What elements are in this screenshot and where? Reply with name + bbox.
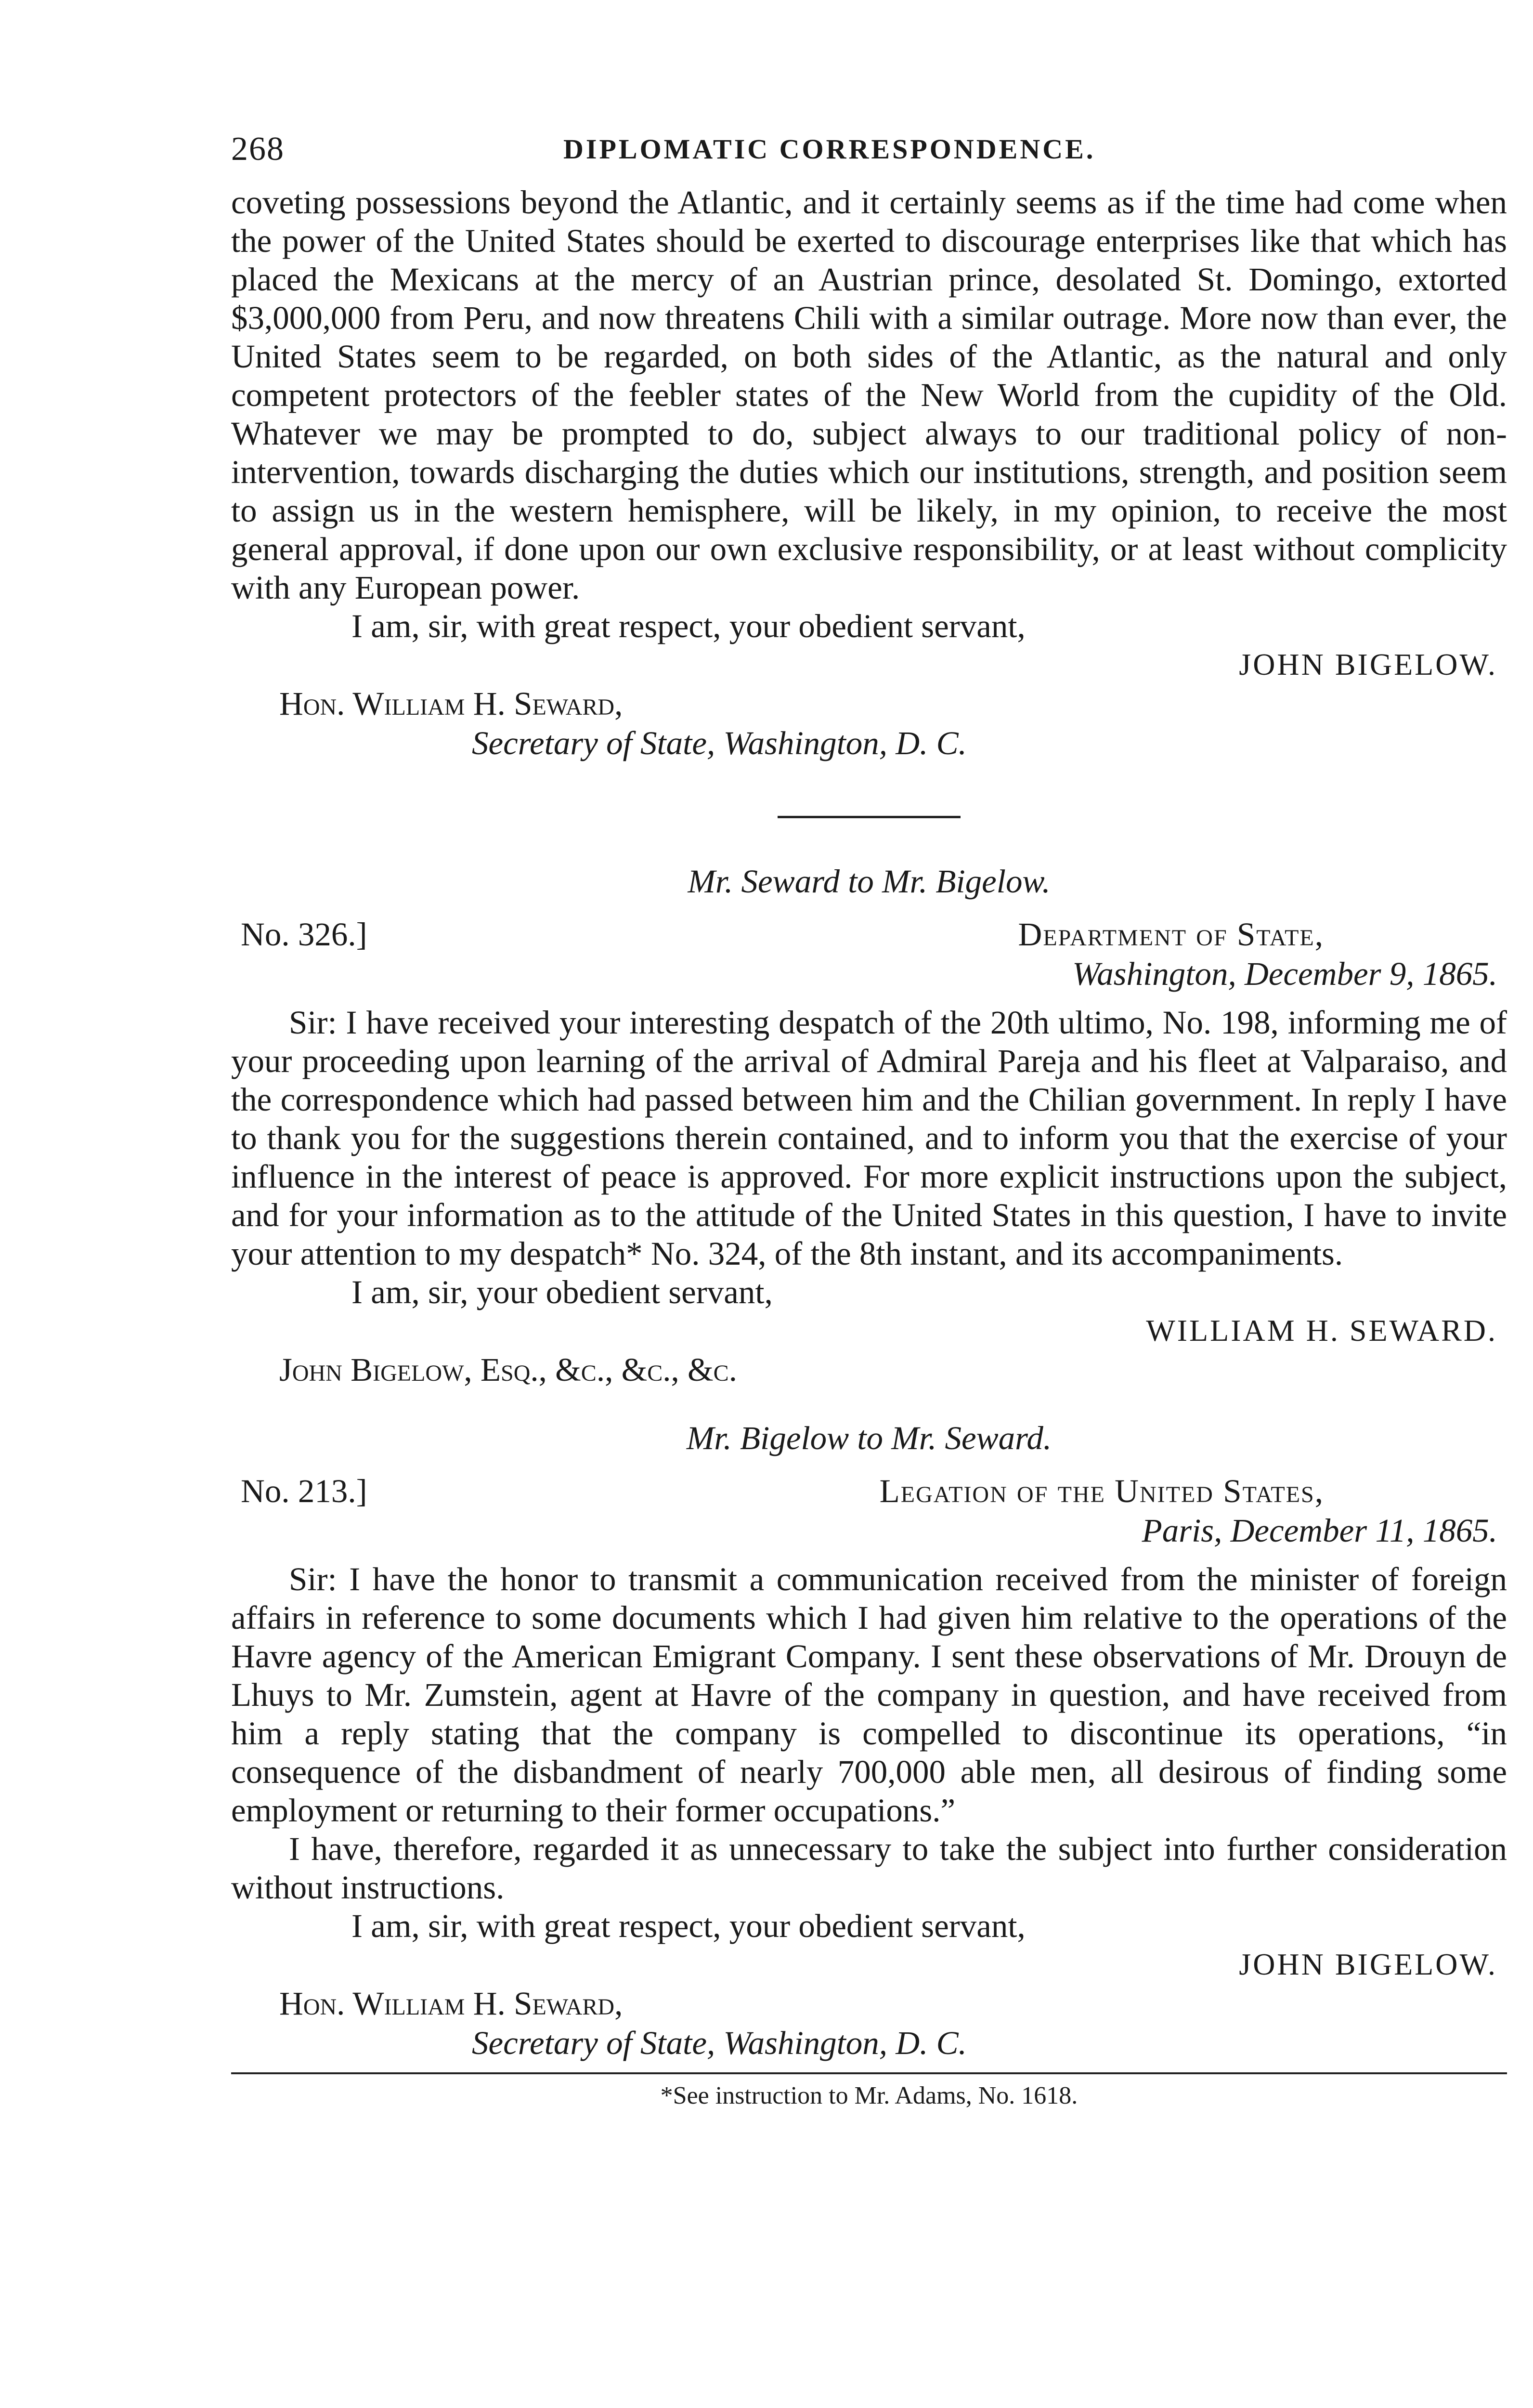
letter-bigelow-to-seward bbox=[231, 1418, 1507, 2063]
letter1-body: coveting possessions beyond the Atlantic, and it certainly seems as if the time had come when the power of the United States should be exerted to discourage enterprises like that which has placed the Mexicans at the mercy of an Austrian prince, desolated St. Domingo, extorted $3,000,000 from Peru, and now threatens Chili with a similar outrage. More now than ever, the United States seem to be regarded, on both sides of the Atlantic, as the natural and only competent protectors of the feebler states of the New World from the cupidity of the Old. Whatever we may be prompted to do, subject always to our traditional policy of non-intervention, towards discharging the duties which our institutions, strength, and position seem to assign us in the western hemisphere, will be likely, in my opinion, to receive the most general approval, if done upon our own exclusive responsibility, or at least without complicity with any European power. bbox=[231, 184, 1507, 606]
letter-seward-to-bigelow bbox=[231, 862, 1507, 1389]
letter2-heading bbox=[231, 916, 1507, 954]
document-page bbox=[231, 130, 1507, 2113]
section-gap bbox=[231, 1389, 1507, 1418]
letter1-signature: JOHN BIGELOW. bbox=[1239, 647, 1497, 681]
section-divider bbox=[778, 816, 961, 818]
letter3-number: No. 213.] bbox=[241, 1473, 367, 1509]
letter3-signature: JOHN BIGELOW. bbox=[1239, 1947, 1497, 1981]
letter3-addressee: Hon. William H. Seward, bbox=[279, 1985, 623, 2022]
letter2-body: Sir: I have received your interesting despatch of the 20th ultimo, No. 198, informing me of your proceeding upon learning of the arrival of Admiral Pareja and his fleet at Valparaiso, and the correspondence which had passed between him and the Chilian government. In reply I have to thank you for the suggestions therein contained, and to inform you that the exercise of your influence in the interest of peace is approved. For more explicit instructions upon the subject, and for your information as to the attitude of the United States in this question, I have to invite your attention to my despatch* No. 324, of the 8th instant, and its accompaniments. bbox=[231, 1004, 1507, 1272]
letter3-heading bbox=[231, 1472, 1507, 1511]
letter-bigelow-continued bbox=[231, 183, 1507, 763]
letter1-addressee: Hon. William H. Seward, bbox=[279, 685, 623, 722]
page-number: 268 bbox=[231, 131, 285, 168]
running-head: DIPLOMATIC CORRESPONDENCE. bbox=[563, 133, 1096, 165]
letter3-place-date: Paris, December 11, 1865. bbox=[1142, 1512, 1497, 1549]
letter3-closing: I am, sir, with great respect, your obedient servant, bbox=[351, 1908, 1026, 1944]
letter2-place-date: Washington, December 9, 1865. bbox=[1072, 955, 1497, 992]
letter1-closing: I am, sir, with great respect, your obedient servant, bbox=[351, 608, 1026, 644]
letter2-addressee: John Bigelow, Esq., &c., &c., &c. bbox=[279, 1351, 737, 1388]
letter2-number: No. 326.] bbox=[241, 916, 367, 953]
letter3-title: Mr. Bigelow to Mr. Seward. bbox=[686, 1420, 1052, 1456]
letter2-signature: WILLIAM H. SEWARD. bbox=[1146, 1313, 1497, 1348]
letter2-closing: I am, sir, your obedient servant, bbox=[351, 1274, 773, 1310]
letter3-department: Legation of the United States, bbox=[879, 1473, 1324, 1509]
footnote-rule bbox=[231, 2072, 1507, 2074]
letter2-department: Department of State, bbox=[1018, 916, 1324, 953]
page-header bbox=[231, 130, 1507, 183]
letter1-addressee-title: Secretary of State, Washington, D. C. bbox=[472, 725, 967, 761]
letter2-title: Mr. Seward to Mr. Bigelow. bbox=[688, 863, 1051, 900]
footnote: *See instruction to Mr. Adams, No. 1618. bbox=[660, 2082, 1078, 2109]
letter3-addressee-title: Secretary of State, Washington, D. C. bbox=[472, 2025, 967, 2061]
letter3-body-2: I have, therefore, regarded it as unnecessary to take the subject into further consideration without instructions. bbox=[231, 1831, 1507, 1906]
letter3-body-1: Sir: I have the honor to transmit a communication received from the minister of foreign affairs in reference to some documents which I had given him relative to the operations of the Havre agency of the American Emigrant Company. I sent these observations of Mr. Drouyn de Lhuys to Mr. Zumstein, agent at Havre of the company in question, and have received from him a reply stating that the company is compelled to discontinue its operations, “in consequence of the disbandment of nearly 700,000 able men, all desirous of finding some employment or returning to their former occupations.” bbox=[231, 1561, 1507, 1829]
